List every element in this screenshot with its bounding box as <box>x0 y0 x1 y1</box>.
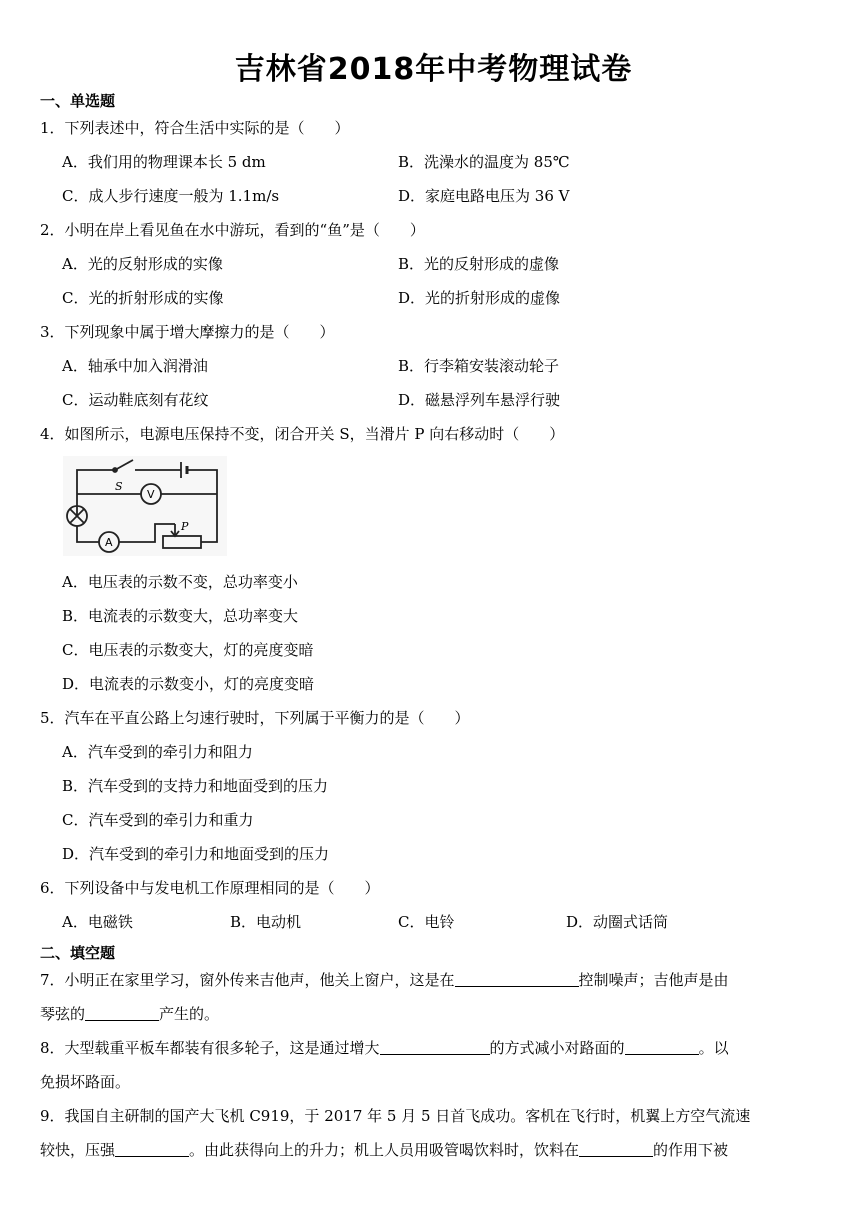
ammeter-label: A <box>105 536 113 549</box>
question-3-stem: 3．下列现象中属于增大摩擦力的是（ ） <box>40 323 335 341</box>
question-8-blank-1[interactable] <box>380 1038 490 1055</box>
switch-label: S <box>115 480 123 493</box>
question-6-option-d: D．动圈式话筒 <box>566 913 669 931</box>
question-5-option-b: B．汽车受到的支持力和地面受到的压力 <box>62 777 329 795</box>
question-2-option-d: D．光的折射形成的虚像 <box>398 289 561 307</box>
question-2-stem: 2．小明在岸上看见鱼在水中游玩，看到的“鱼”是（ ） <box>40 221 425 239</box>
circuit-diagram <box>63 456 227 556</box>
question-7-line-2 <box>40 1004 219 1024</box>
question-4-option-b: B．电流表的示数变大，总功率变大 <box>62 607 299 625</box>
page-title: 吉林省2018年中考物理试卷 <box>234 52 633 87</box>
question-1-stem: 1．下列表述中，符合生活中实际的是（ ） <box>40 119 350 137</box>
question-7-text-1: 7．小明正在家里学习，窗外传来吉他声，他关上窗户，这是在 <box>40 971 455 989</box>
question-9-blank-1[interactable] <box>115 1140 189 1157</box>
question-4-option-a: A．电压表的示数不变，总功率变小 <box>62 573 298 591</box>
question-9-text-4: 的作用下被 <box>653 1141 729 1159</box>
question-1-option-d: D．家庭电路电压为 36 V <box>398 187 570 205</box>
question-3-option-b: B．行李箱安装滚动轮子 <box>398 357 560 375</box>
question-8-blank-2[interactable] <box>625 1038 699 1055</box>
question-5-stem: 5．汽车在平直公路上匀速行驶时，下列属于平衡力的是（ ） <box>40 709 470 727</box>
question-8-text-2: 的方式减小对路面的 <box>489 1039 625 1057</box>
question-5-option-a: A．汽车受到的牵引力和阻力 <box>62 743 253 761</box>
question-4-option-c: C．电压表的示数变大，灯的亮度变暗 <box>62 641 314 659</box>
question-5-option-d: D．汽车受到的牵引力和地面受到的压力 <box>62 845 330 863</box>
question-7-text-2: 控制噪声；吉他声是由 <box>578 971 729 989</box>
question-9-line-1: 9．我国自主研制的国产大飞机 C919，于 2017 年 5 月 5 日首飞成功。客机在飞行时，机翼上方空气流速 <box>40 1107 751 1125</box>
question-9-text-3: 。由此获得向上的升力；机上人员用吸管喝饮料时，饮料在 <box>189 1141 580 1159</box>
question-4-stem: 4．如图所示，电源电压保持不变，闭合开关 S，当滑片 P 向右移动时（ ） <box>40 425 565 443</box>
question-6-stem: 6．下列设备中与发电机工作原理相同的是（ ） <box>40 879 380 897</box>
question-2-option-c: C．光的折射形成的实像 <box>62 289 224 307</box>
question-3-option-c: C．运动鞋底刻有花纹 <box>62 391 209 409</box>
question-3-option-d: D．磁悬浮列车悬浮行驶 <box>398 391 561 409</box>
question-4-option-d: D．电流表的示数变小，灯的亮度变暗 <box>62 675 315 693</box>
question-9-text-2: 较快，压强 <box>40 1141 116 1159</box>
question-3-option-a: A．轴承中加入润滑油 <box>62 357 208 375</box>
question-8-line-1 <box>40 1038 729 1058</box>
question-7-text-3: 琴弦的 <box>40 1005 86 1023</box>
question-6-option-a: A．电磁铁 <box>62 913 133 931</box>
question-1-option-a: A．我们用的物理课本长 5 dm <box>62 153 266 171</box>
question-9-line-2 <box>40 1140 728 1160</box>
question-9-blank-2[interactable] <box>579 1140 653 1157</box>
question-8-text-1: 8．大型载重平板车都装有很多轮子，这是通过增大 <box>40 1039 380 1057</box>
switch-pivot <box>113 468 117 472</box>
section-heading-fill-in: 二、填空题 <box>40 944 116 962</box>
question-2-option-b: B．光的反射形成的虚像 <box>398 255 560 273</box>
question-6-option-c: C．电铃 <box>398 913 455 931</box>
question-2-option-a: A．光的反射形成的实像 <box>62 255 223 273</box>
question-7-blank-1[interactable] <box>455 970 579 987</box>
question-1-option-c: C．成人步行速度一般为 1.1m/s <box>62 187 280 205</box>
voltmeter-label: V <box>147 488 155 501</box>
question-7-line-1 <box>40 970 729 990</box>
question-7-text-4: 产生的。 <box>159 1005 220 1023</box>
question-5-option-c: C．汽车受到的牵引力和重力 <box>62 811 254 829</box>
question-8-line-2: 免损坏路面。 <box>40 1073 131 1091</box>
slider-label: P <box>181 520 189 533</box>
circuit-background <box>63 456 227 556</box>
question-8-text-3: 。以 <box>698 1039 729 1057</box>
question-6-option-b: B．电动机 <box>230 913 302 931</box>
question-7-blank-2[interactable] <box>85 1004 159 1021</box>
question-1-option-b: B．洗澡水的温度为 85℃ <box>398 153 570 171</box>
section-heading-single-choice: 一、单选题 <box>40 92 116 110</box>
